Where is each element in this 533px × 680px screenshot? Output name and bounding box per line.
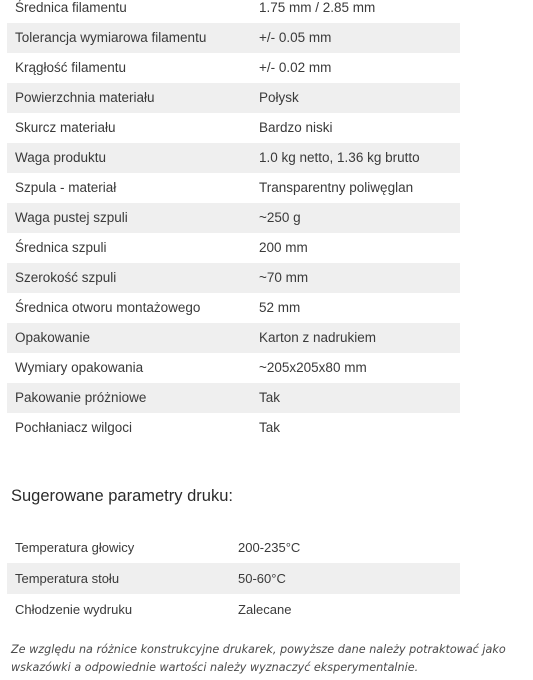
table-row	[7, 383, 460, 413]
table-row	[7, 532, 460, 563]
spec-value: +/- 0.02 mm	[259, 60, 332, 75]
table-row	[7, 173, 460, 203]
disclaimer-note: Ze względu na różnice konstrukcyjne drukarek, powyższe dane należy potraktować jako wskazówki a odpowiednie wartości należy wyznaczyć eksperymentalnie.	[11, 643, 506, 674]
table-row	[7, 353, 460, 383]
spec-value: 52 mm	[259, 300, 301, 315]
table-row	[7, 113, 460, 143]
spec-label: Wymiary opakowania	[15, 360, 144, 375]
spec-value: 1.0 kg netto, 1.36 kg brutto	[251, 143, 460, 173]
spec-value: 1.75 mm / 2.85 mm	[259, 0, 376, 15]
table-row	[7, 203, 460, 233]
table-row	[7, 293, 460, 323]
spec-label: Waga pustej szpuli	[7, 203, 251, 233]
filament-spec-table	[7, 0, 460, 443]
print-params-table	[7, 532, 460, 625]
spec-label: Szpula - materiał	[15, 180, 117, 195]
spec-label: Krągłość filamentu	[15, 60, 127, 75]
print-param-label: Chłodzenie wydruku	[15, 602, 133, 617]
print-params-heading: Sugerowane parametry druku:	[11, 487, 233, 505]
print-param-value: Zalecane	[238, 602, 292, 617]
table-row	[7, 53, 460, 83]
spec-label: Tolerancja wymiarowa filamentu	[7, 23, 251, 53]
table-row	[7, 23, 460, 53]
spec-value: Transparentny poliwęglan	[259, 180, 414, 195]
spec-value: ~250 g	[251, 203, 460, 233]
spec-value: ~205x205x80 mm	[259, 360, 367, 375]
print-param-label: Temperatura stołu	[7, 563, 230, 594]
table-row	[7, 143, 460, 173]
table-row	[7, 233, 460, 263]
spec-value: 200 mm	[259, 240, 308, 255]
spec-value: Tak	[251, 383, 460, 413]
print-param-value: 200-235°C	[238, 540, 301, 555]
spec-value: ~70 mm	[251, 263, 460, 293]
spec-value: Połysk	[251, 83, 460, 113]
spec-label: Średnica szpuli	[15, 240, 107, 255]
print-param-label: Temperatura głowicy	[15, 540, 135, 555]
spec-label: Waga produktu	[7, 143, 251, 173]
spec-label: Średnica filamentu	[15, 0, 127, 15]
spec-label: Średnica otworu montażowego	[15, 300, 201, 315]
spec-label: Szerokość szpuli	[7, 263, 251, 293]
table-row	[7, 594, 460, 625]
spec-label: Skurcz materiału	[15, 120, 116, 135]
spec-value: Tak	[259, 420, 281, 435]
table-row	[7, 0, 460, 23]
table-row	[7, 83, 460, 113]
table-row	[7, 263, 460, 293]
spec-value: Karton z nadrukiem	[251, 323, 460, 353]
table-row	[7, 323, 460, 353]
spec-label: Powierzchnia materiału	[7, 83, 251, 113]
print-param-value: 50-60°C	[230, 563, 460, 594]
table-row	[7, 563, 460, 594]
spec-value: Bardzo niski	[259, 120, 333, 135]
spec-label: Pochłaniacz wilgoci	[15, 420, 133, 435]
table-row	[7, 413, 460, 443]
spec-label: Pakowanie próżniowe	[7, 383, 251, 413]
spec-label: Opakowanie	[7, 323, 251, 353]
spec-value: +/- 0.05 mm	[251, 23, 460, 53]
